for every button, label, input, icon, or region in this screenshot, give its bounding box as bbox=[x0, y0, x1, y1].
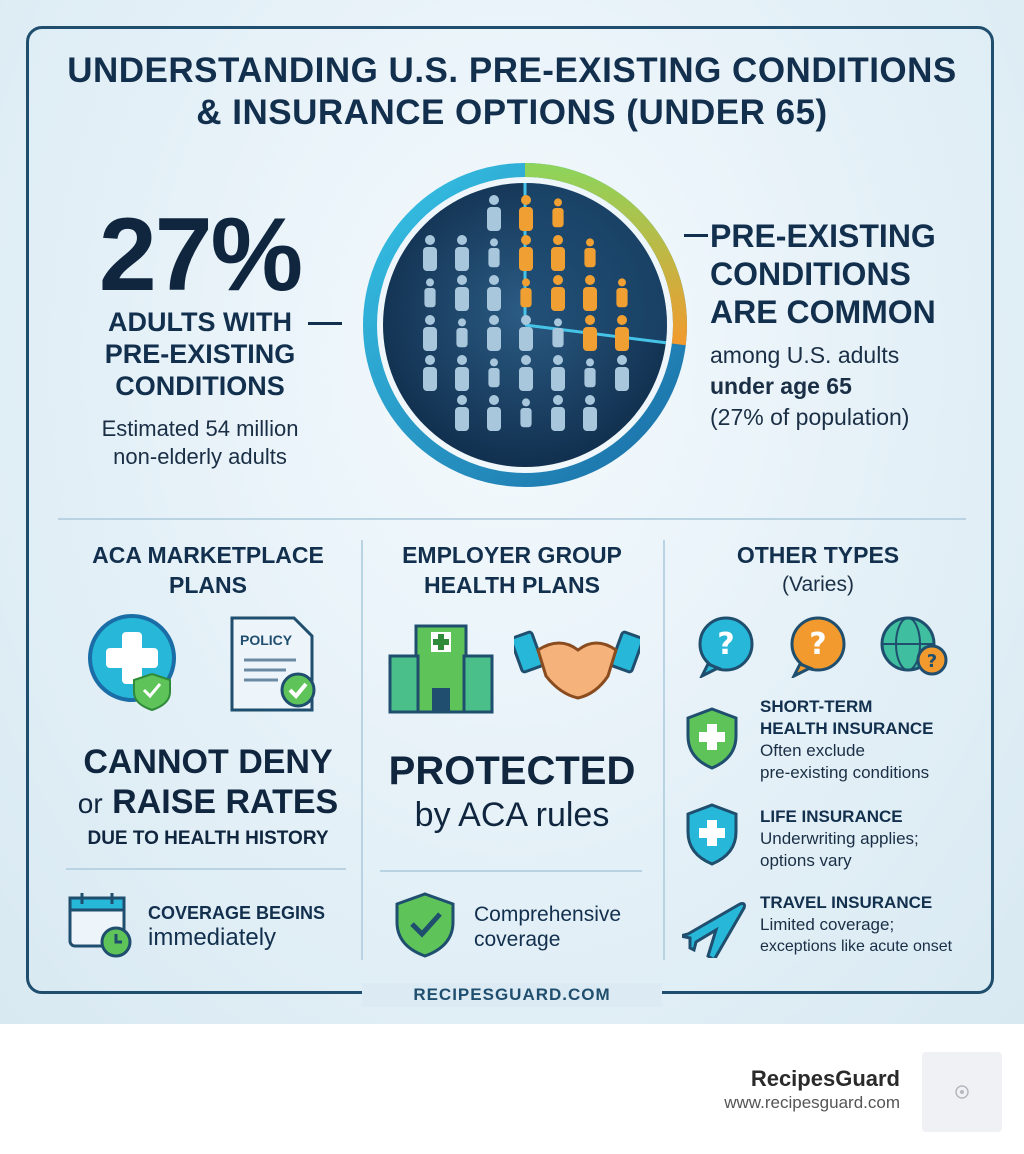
shield-check-icon bbox=[390, 890, 460, 960]
person-figure bbox=[455, 275, 469, 311]
stat-percentage: 27% bbox=[98, 197, 302, 313]
person-figure bbox=[615, 355, 629, 391]
section-divider bbox=[58, 518, 966, 520]
policy-label: POLICY bbox=[240, 632, 293, 648]
brand-logo-icon bbox=[922, 1052, 1002, 1132]
person-figure bbox=[488, 358, 499, 387]
stat-label-line-3: CONDITIONS bbox=[115, 371, 285, 401]
person-figure bbox=[583, 395, 597, 431]
right-callout-line-1: PRE-EXISTING bbox=[710, 218, 936, 254]
person-figure bbox=[487, 395, 501, 431]
person-figure bbox=[552, 198, 563, 227]
brand-block bbox=[724, 1066, 900, 1114]
shield-cross-icon bbox=[684, 802, 740, 868]
person-figure bbox=[424, 278, 435, 307]
pie-highlight-slice bbox=[525, 183, 667, 343]
short-term-title-2: HEALTH INSURANCE bbox=[760, 719, 934, 738]
person-figure bbox=[455, 235, 469, 271]
person-figure bbox=[551, 395, 565, 431]
hospital-building-icon bbox=[386, 616, 496, 716]
population-pie-chart bbox=[360, 160, 690, 490]
life-desc-2: options vary bbox=[760, 851, 852, 870]
employer-claim bbox=[366, 748, 658, 836]
person-figure bbox=[584, 238, 595, 267]
other-item-short-term bbox=[760, 696, 986, 784]
other-item-travel bbox=[760, 892, 986, 958]
medical-cross-shield-icon bbox=[86, 612, 186, 712]
person-figure bbox=[616, 278, 627, 307]
stat-label-line-1: ADULTS WITH bbox=[108, 307, 292, 337]
stat-label-line-2: PRE-EXISTING bbox=[104, 339, 296, 369]
aca-feature-divider bbox=[66, 868, 346, 870]
person-figure bbox=[519, 355, 533, 391]
person-figure bbox=[487, 315, 501, 351]
employer-feature-line-2: coverage bbox=[474, 928, 561, 951]
title-line-2: & INSURANCE OPTIONS (UNDER 65) bbox=[196, 93, 828, 132]
person-figure bbox=[551, 275, 565, 311]
footer-url: RECIPESGUARD.COM bbox=[362, 983, 662, 1007]
employer-heading-line-2: HEALTH PLANS bbox=[424, 572, 600, 598]
handshake-icon bbox=[514, 622, 640, 706]
life-title: LIFE INSURANCE bbox=[760, 807, 903, 826]
person-figure bbox=[487, 275, 501, 311]
person-figure bbox=[584, 358, 595, 387]
stat-subtext bbox=[60, 415, 340, 471]
short-term-desc-1: Often exclude bbox=[760, 741, 865, 760]
aca-claim-line-1: CANNOT DENY bbox=[83, 743, 333, 781]
aca-claim-line-3: DUE TO HEALTH HISTORY bbox=[87, 828, 329, 849]
left-connector-line bbox=[308, 322, 342, 325]
right-callout-subtext bbox=[710, 340, 1000, 433]
brand-name: RecipesGuard bbox=[750, 1066, 900, 1091]
short-term-desc-2: pre-existing conditions bbox=[760, 763, 930, 782]
right-callout-line-2: CONDITIONS bbox=[710, 256, 911, 292]
right-callout-sub-2: under age 65 bbox=[710, 373, 852, 399]
aca-heading bbox=[60, 540, 356, 600]
aca-claim-or: or bbox=[77, 788, 103, 819]
right-connector-line bbox=[684, 234, 708, 237]
person-figure bbox=[423, 235, 437, 271]
person-figure bbox=[519, 315, 533, 351]
svg-text:?: ? bbox=[809, 627, 827, 662]
other-subheading: (Varies) bbox=[782, 573, 854, 596]
person-figure bbox=[552, 318, 563, 347]
person-figure bbox=[455, 395, 469, 431]
aca-claim bbox=[52, 742, 364, 854]
airplane-icon bbox=[682, 894, 746, 958]
person-figure bbox=[520, 398, 531, 427]
svg-text:?: ? bbox=[717, 627, 735, 662]
page-title bbox=[40, 50, 984, 134]
short-term-title-1: SHORT-TERM bbox=[760, 697, 873, 716]
employer-claim-line-1: PROTECTED bbox=[388, 749, 636, 793]
right-callout-heading bbox=[710, 217, 1000, 331]
employer-feature bbox=[474, 902, 621, 952]
employer-heading bbox=[366, 540, 658, 600]
person-figure bbox=[520, 278, 531, 307]
question-bubble-icon bbox=[786, 614, 850, 678]
question-bubble-icon bbox=[694, 614, 758, 678]
aca-feature-line-2: immediately bbox=[148, 924, 277, 951]
stat-sub-line-1: Estimated 54 million bbox=[101, 416, 299, 441]
person-figure bbox=[423, 315, 437, 351]
brand-url: www.recipesguard.com bbox=[724, 1093, 900, 1112]
employer-feature-line-1: Comprehensive bbox=[474, 903, 622, 926]
person-figure bbox=[455, 355, 469, 391]
right-callout-line-3: ARE COMMON bbox=[710, 294, 936, 330]
stat-label bbox=[60, 306, 340, 402]
brand-logo bbox=[922, 1052, 1002, 1132]
aca-heading-line-1: ACA MARKETPLACE bbox=[92, 542, 324, 568]
aca-claim-line-2: RAISE RATES bbox=[112, 783, 339, 821]
person-figure bbox=[583, 275, 597, 311]
right-callout-sub-3: (27% of population) bbox=[710, 404, 910, 430]
stat-sub-line-2: non-elderly adults bbox=[113, 444, 287, 469]
person-figure bbox=[583, 315, 597, 351]
aca-heading-line-2: PLANS bbox=[169, 572, 247, 598]
other-item-life bbox=[760, 806, 986, 872]
person-figure bbox=[551, 235, 565, 271]
person-figure bbox=[487, 195, 501, 231]
travel-desc-2: exceptions like acute onset bbox=[760, 938, 953, 955]
person-figure bbox=[551, 355, 565, 391]
other-heading: OTHER TYPES bbox=[736, 542, 900, 568]
life-desc-1: Underwriting applies; bbox=[760, 829, 919, 848]
aca-feature bbox=[148, 902, 325, 952]
employer-heading-line-1: EMPLOYER GROUP bbox=[402, 542, 622, 568]
person-figure bbox=[456, 318, 467, 347]
policy-document-icon bbox=[226, 614, 326, 714]
title-line-1: UNDERSTANDING U.S. PRE-EXISTING CONDITIONS bbox=[67, 51, 957, 90]
travel-title: TRAVEL INSURANCE bbox=[760, 893, 933, 912]
column-divider-2 bbox=[663, 540, 665, 960]
employer-claim-line-2: by ACA rules bbox=[414, 796, 610, 834]
travel-desc-1: Limited coverage; bbox=[760, 915, 895, 934]
employer-feature-divider bbox=[380, 870, 642, 872]
person-figure bbox=[519, 235, 533, 271]
aca-feature-line-1: COVERAGE BEGINS bbox=[148, 903, 326, 923]
svg-text:?: ? bbox=[926, 651, 938, 672]
calendar-clock-icon bbox=[66, 890, 136, 960]
right-callout-sub-1: among U.S. adults bbox=[710, 342, 900, 368]
person-figure bbox=[615, 315, 629, 351]
person-figure bbox=[519, 195, 533, 231]
person-figure bbox=[423, 355, 437, 391]
person-figure bbox=[488, 238, 499, 267]
globe-question-icon bbox=[878, 614, 948, 678]
shield-cross-icon bbox=[684, 706, 740, 772]
